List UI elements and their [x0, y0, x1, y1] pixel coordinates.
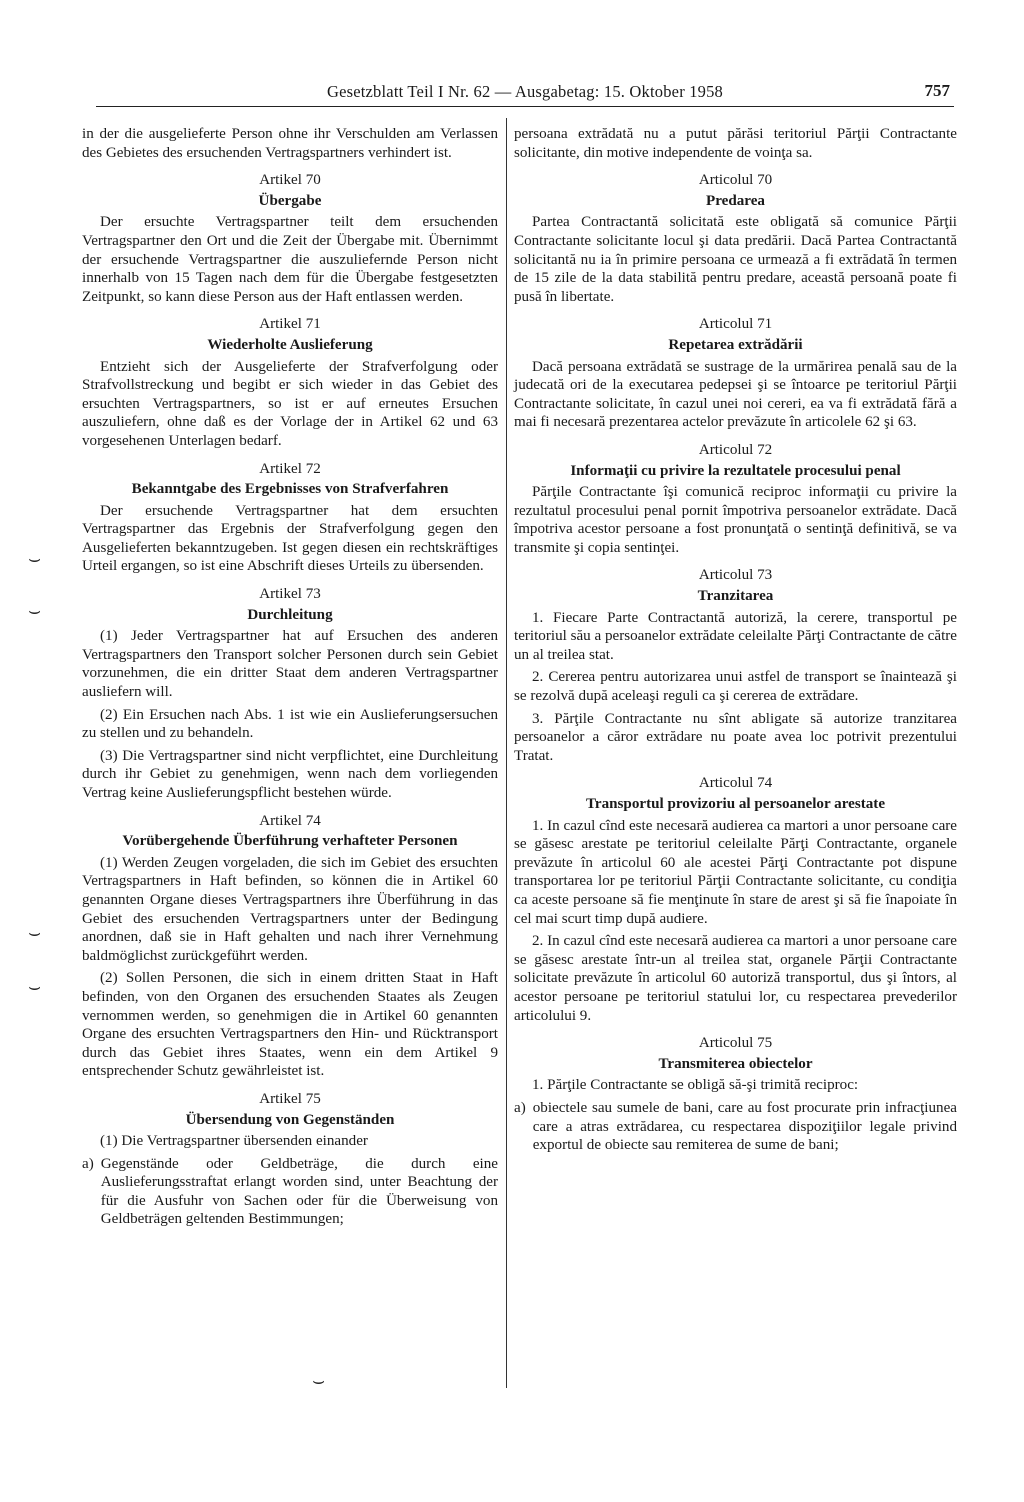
article-heading: Transmiterea obiectelor	[658, 1055, 813, 1072]
paragraph: Partea Contractantă solicitată este obligată să comunice Părţii Contractante solicitante locul şi data predării. Dacă Partea Contractantă solicitantă nu ia în primire persoana ce urmează a fi extrădată în termen de 15 zile de la data stabilită pentru predare, această persoană poate fi pusă în libertate.	[514, 214, 957, 305]
paragraph: (3) Die Vertragspartner sind nicht verpflichtet, eine Durchleitung durch ihr Gebiet zu genehmigen, wenn nach dem vorliegenden Vertrag keine Auslieferungspflicht bestehen würde.	[82, 747, 498, 801]
paragraph: (1) Werden Zeugen vorgeladen, die sich im Gebiet des ersuchten Vertragspartners in Haft befinden, so können die in Artikel 60 genannten Organe dieses Vertragspartners ihre Überführung in das Gebiet des ersuchenden Vertragspartners unter der Bedingung anordnen, daß sie in Haft gehalten und nach ihrer Vernehmung baldmöglichst zurückgeführt werden.	[82, 854, 498, 964]
paragraph: Dacă persoana extrădată se sustrage de la urmărirea penală sau de la judecată ori de la executarea pedepsei şi se întoarce pe teritoriul Părţii Contractante solicitate, în cazul unei noi cereri, ea va fi extrădată fără a mai fi necesară prezentarea actelor prevăzute în articolele 62 şi 63.	[514, 358, 957, 431]
paragraph: (2) Sollen Personen, die sich in einem dritten Staat in Haft befinden, von den Organen des ersuchenden Staates als Zeugen vernommen werden, so genehmigen die in Artikel 60 genannten Organe des ersuchten Vertragspartners den Hin- und Rücktransport durch das Gebiet ihres Staates, wenn ein dem Artikel 9 entsprechender Schutz gewährleistet ist.	[82, 970, 498, 1080]
article-heading: Wiederholte Auslieferung	[207, 336, 373, 353]
article-title: Artikel 75	[259, 1090, 321, 1107]
article-heading: Transportul provizoriu al persoanelor arestate	[585, 796, 886, 812]
list-item-marker: a)	[514, 1099, 526, 1116]
header-title: Gesetzblatt Teil I Nr. 62 — Ausgabetag: 15. Oktober 1958	[326, 82, 724, 101]
article-heading: Übersendung von Gegenständen	[185, 1111, 395, 1128]
article-title: Artikel 74	[259, 812, 321, 829]
paragraph: Părţile Contractante îşi comunică reciproc informaţii cu privire la rezultatul procesului penal pornit împotriva persoanelor extrădate. Dacă împotriva acestor persoane a fost pronunţată o sentinţă definitivă, se va transmite şi copia sentinţei.	[514, 484, 957, 556]
margin-mark: ⌣	[28, 974, 42, 998]
article-heading: Repetarea extrădării	[668, 336, 803, 353]
paragraph: (1) Die Vertragspartner übersenden einander	[100, 1133, 368, 1150]
paragraph: (2) Ein Ersuchen nach Abs. 1 ist wie ein Auslieferungsersuchen zu stellen und zu behandeln.	[82, 706, 498, 742]
article-heading: Durchleitung	[247, 606, 333, 623]
article-heading: Bekanntgabe des Ergebnisses von Strafverfahren	[131, 481, 449, 498]
article-heading: Informaţii cu privire la rezultatele procesului penal	[570, 462, 901, 479]
paragraph: persoana extrădată nu a putut părăsi teritoriul Părţii Contractante solicitante, din motive independente de voinţa sa.	[514, 126, 957, 161]
paragraph: 2. Cererea pentru autorizarea unui astfel de transport se înaintează şi se rezolvă după aceleaşi reguli ca şi cererea de extrădare.	[514, 669, 957, 705]
margin-mark: ⌣	[312, 1368, 326, 1392]
paragraph: 2. In cazul cînd este necesară audierea ca martori a unor persoane care se găsesc arestate într-un al treilea stat, organele Părţii Contractante solicitate prevăzute în articolul 60 autoriză transportul, dus şi întors, al acestor persoane pe teritoriul statului lor, cu respectarea prevederilor articolului 9.	[514, 933, 957, 1024]
column-divider	[506, 118, 507, 1388]
paragraph: Der ersuchende Vertragspartner hat dem ersuchten Vertragspartner das Ergebnis der Strafverfolgung gegen den Ausgelieferten bekanntzugeben. Ist gegen diesen ein rechtskräftiges Urteil ergangen, so ist eine Abschrift dieses Urteils zu übersenden.	[82, 502, 498, 575]
paragraph: (1) Jeder Vertragspartner hat auf Ersuchen des anderen Vertragspartners den Transport solcher Personen durch sein Gebiet vorzunehmen, die ein dritter Staat dem anderen Vertragspartner ausliefern will.	[82, 628, 498, 701]
article-title: Articolul 70	[698, 172, 773, 189]
margin-mark: ⌣	[28, 598, 42, 622]
margin-mark: ⌣	[28, 920, 42, 944]
article-title: Articolul 72	[698, 441, 773, 458]
list-item	[82, 1155, 498, 1229]
article-title: Artikel 72	[259, 460, 321, 477]
paragraph: 3. Părţile Contractante nu sînt abligate să autorize tranzitarea persoanelor a căror extrădare nu poate avea loc potrivit prezentului Tratat.	[514, 710, 957, 764]
article-title: Artikel 73	[259, 586, 321, 603]
left-column	[82, 125, 498, 1233]
paragraph: 1. In cazul cînd este necesară audierea ca martori a unor persoane care se găsesc arestate pe teritoriul celeilalte Părţi Contractante, organele prevăzute în articolul 60 ale acestei Părţi Contractante pot dispune transportarea lor pe teritoriul Părţii Contractante solicitante, cu condiţia ca aceste persoane să fie menţinute în stare de arest şi să fie înapoiate în cel mai scurt timp după audiere.	[514, 817, 957, 927]
list-item-marker: a)	[82, 1155, 94, 1172]
article-heading: Predarea	[706, 192, 765, 209]
margin-mark: ⌣	[28, 546, 42, 570]
list-item-text: obiectele sau sumele de bani, care au fost procurate prin infracţiunea care a atras extrădarea, cu respectarea dispoziţiilor legale privind exportul de obiecte sau remiterea de sume de bani;	[532, 1099, 957, 1154]
article-title: Artikel 71	[259, 316, 321, 333]
article-title: Articolul 75	[698, 1035, 773, 1052]
article-heading: Übergabe	[258, 192, 322, 209]
paragraph: 1. Părţile Contractante se obligă să-şi trimită reciproc:	[532, 1077, 859, 1094]
paragraph: 1. Fiecare Parte Contractantă autoriză, la cerere, transportul pe teritoriul său a persoanelor extrădate celeilalte Părţi Contractante de către un al treilea stat.	[514, 609, 957, 663]
article-title: Articolul 74	[698, 775, 773, 792]
article-heading: Tranzitarea	[697, 588, 774, 605]
page-header	[96, 80, 954, 107]
article-title: Articolul 71	[698, 316, 773, 333]
article-title: Artikel 70	[259, 172, 321, 189]
right-column	[514, 125, 957, 1159]
paragraph: Der ersuchte Vertragspartner teilt dem ersuchenden Vertragspartner den Ort und die Zeit der Übergabe mit. Übernimmt der ersuchende Vertragspartner die auszuliefernde Person nicht innerhalb von 15 Tagen nach dem für die Übergabe festgesetzten Zeitpunkt, so kann diese Person aus der Haft entlassen werden.	[82, 214, 498, 305]
list-item-text: Gegenstände oder Geldbeträge, die durch eine Auslieferungsstraftat erlangt worden sind, unter Beachtung der für die Ausfuhr von Sachen oder für die Überweisung von Geldbeträgen geltenden Bestimmungen;	[100, 1155, 498, 1228]
list-item	[514, 1099, 957, 1155]
paragraph: in der die ausgelieferte Person ohne ihr Verschulden am Verlassen des Gebietes des ersuchenden Vertragspartners verhindert ist.	[82, 126, 498, 161]
paragraph: Entzieht sich der Ausgelieferte der Strafverfolgung oder Strafvollstreckung und begibt er sich wieder in das Gebiet des ersuchten Vertragspartners, so ist er auf erneutes Ersuchen auszuliefern, ohne daß es der Vorlage der in Artikel 62 und 63 vorgesehenen Unterlagen bedarf.	[82, 358, 498, 449]
article-heading: Vorübergehende Überführung verhafteter Personen	[122, 833, 458, 850]
article-title: Articolul 73	[698, 567, 773, 584]
page-number: 757	[924, 81, 950, 100]
